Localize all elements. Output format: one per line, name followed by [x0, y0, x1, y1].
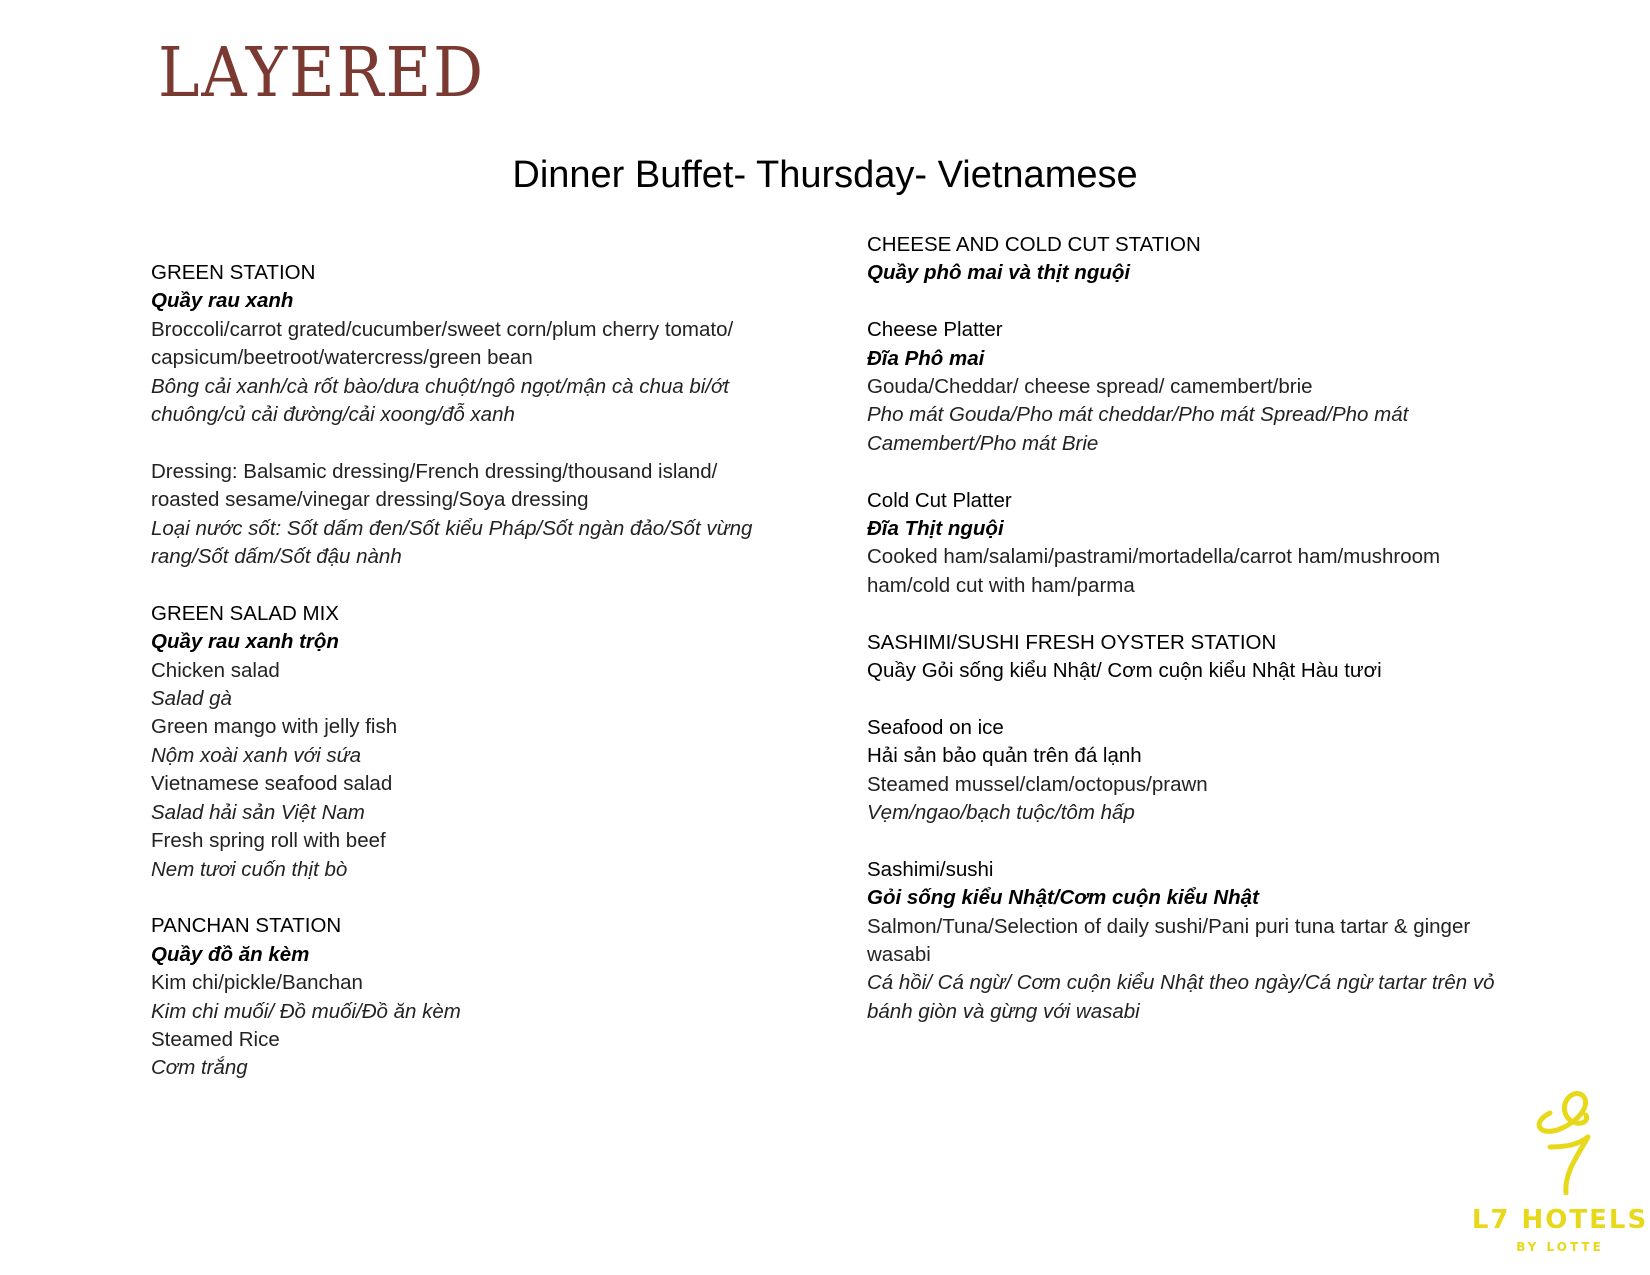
menu-line: Nem tươi cuốn thịt bò [151, 857, 348, 881]
menu-line: Bông cải xanh/cà rốt bào/dưa chuột/ngô ngọt/mận cà chua bi/ớt [151, 374, 730, 398]
menu-lines [151, 969, 791, 1083]
cheese-platter-section [867, 316, 1517, 458]
section-heading: SASHIMI/SUSHI FRESH OYSTER STATION [867, 630, 1277, 654]
section-heading: PANCHAN STATION [151, 914, 342, 938]
menu-line: Steamed mussel/clam/octopus/prawn [867, 772, 1208, 796]
section-subheading: Gỏi sống kiểu Nhật/Cơm cuộn kiểu Nhật [867, 886, 1259, 910]
menu-line: Salad hải sản Việt Nam [151, 800, 365, 824]
menu-line: Cá hồi/ Cá ngừ/ Cơm cuộn kiểu Nhật theo ngày/Cá ngừ tartar trên vỏ [867, 971, 1495, 995]
section-heading: Sashimi/sushi [867, 857, 994, 881]
menu-line: wasabi [867, 943, 931, 967]
section-subheading: Quầy rau xanh trộn [151, 630, 339, 654]
menu-line: Kim chi/pickle/Banchan [151, 971, 363, 995]
menu-line: Salmon/Tuna/Selection of daily sushi/Pani puri tuna tartar & ginger [867, 914, 1471, 938]
section-subheading: Quầy đồ ăn kèm [151, 942, 310, 966]
menu-lines [867, 373, 1517, 458]
section-heading: Cheese Platter [867, 318, 1003, 342]
menu-line: Gouda/Cheddar/ cheese spread/ camembert/brie [867, 375, 1313, 399]
section-heading: CHEESE AND COLD CUT STATION [867, 233, 1201, 256]
menu-line: Fresh spring roll with beef [151, 829, 386, 853]
panchan-station-section [151, 912, 791, 1082]
menu-line: Green mango with jelly fish [151, 715, 398, 739]
section-subheading: Đĩa Phô mai [867, 346, 985, 370]
dressing-section [151, 458, 791, 572]
by-lotte-wordmark: BY LOTTE [1516, 1240, 1604, 1254]
menu-lines [151, 657, 791, 884]
section-subheading: Quầy Gỏi sống kiểu Nhật/ Cơm cuộn kiểu Nhật Hàu tươi [867, 659, 1382, 683]
green-salad-mix-section [151, 600, 791, 884]
menu-line: ham/cold cut with ham/parma [867, 573, 1135, 597]
menu-line: chuông/củ cải đường/cải xoong/đỗ xanh [151, 403, 515, 427]
section-subheading: Quầy phô mai và thịt nguội [867, 261, 1131, 285]
menu-line: Cooked ham/salami/pastrami/mortadella/carrot ham/mushroom [867, 545, 1441, 569]
menu-line: Vẹm/ngao/bạch tuộc/tôm hấp [867, 801, 1135, 825]
section-subheading: Hải sản bảo quản trên đá lạnh [867, 744, 1142, 768]
menu-line: Kim chi muối/ Đồ muối/Đồ ăn kèm [151, 999, 461, 1023]
menu-line: Steamed Rice [151, 1027, 280, 1051]
menu-line: rang/Sốt dấm/Sốt đậu nành [151, 545, 402, 569]
cheese-cold-cut-section [867, 231, 1517, 288]
sashimi-station-section [867, 629, 1517, 686]
menu-line: roasted sesame/vinegar dressing/Soya dressing [151, 488, 589, 512]
menu-line: capsicum/beetroot/watercress/green bean [151, 346, 533, 370]
section-subheading: Đĩa Thịt nguội [867, 517, 1004, 541]
seafood-on-ice-section [867, 714, 1517, 828]
section-heading: Cold Cut Platter [867, 488, 1012, 512]
menu-line: Salad gà [151, 687, 232, 711]
menu-lines [867, 543, 1517, 600]
right-column [867, 231, 1517, 1055]
menu-lines [867, 771, 1517, 828]
menu-line: Chicken salad [151, 658, 280, 682]
section-heading: Seafood on ice [867, 715, 1004, 739]
menu-line: bánh giòn và gừng với wasabi [867, 999, 1140, 1023]
l7-script-icon [1520, 1085, 1600, 1195]
menu-line: Camembert/Pho mát Brie [867, 431, 1099, 455]
cold-cut-platter-section [867, 487, 1517, 601]
menu-lines [151, 458, 791, 572]
green-station-section [151, 259, 791, 429]
menu-line: Pho mát Gouda/Pho mát cheddar/Pho mát Spread/Pho mát [867, 403, 1409, 427]
menu-lines [867, 913, 1517, 1027]
menu-lines [151, 316, 791, 430]
layered-logo: LAYERED [158, 34, 485, 113]
menu-line: Nộm xoài xanh với sứa [151, 743, 361, 767]
sashimi-sushi-section [867, 856, 1517, 1026]
l7-hotels-wordmark: L7 HOTELS [1471, 1205, 1649, 1235]
menu-line: Vietnamese seafood salad [151, 772, 393, 796]
section-subheading: Quầy rau xanh [151, 289, 294, 313]
menu-line: Loại nước sốt: Sốt dấm đen/Sốt kiểu Pháp/Sốt ngàn đảo/Sốt vừng [151, 516, 753, 540]
page-title: Dinner Buffet- Thursday- Vietnamese [512, 154, 1138, 196]
menu-line: Cơm trắng [151, 1056, 248, 1080]
section-heading: GREEN STATION [151, 261, 316, 284]
section-heading: GREEN SALAD MIX [151, 601, 339, 625]
left-column [151, 259, 791, 1111]
menu-line: Broccoli/carrot grated/cucumber/sweet corn/plum cherry tomato/ [151, 317, 734, 341]
menu-line: Dressing: Balsamic dressing/French dressing/thousand island/ [151, 459, 718, 483]
l7-hotels-logo [1450, 1085, 1650, 1265]
